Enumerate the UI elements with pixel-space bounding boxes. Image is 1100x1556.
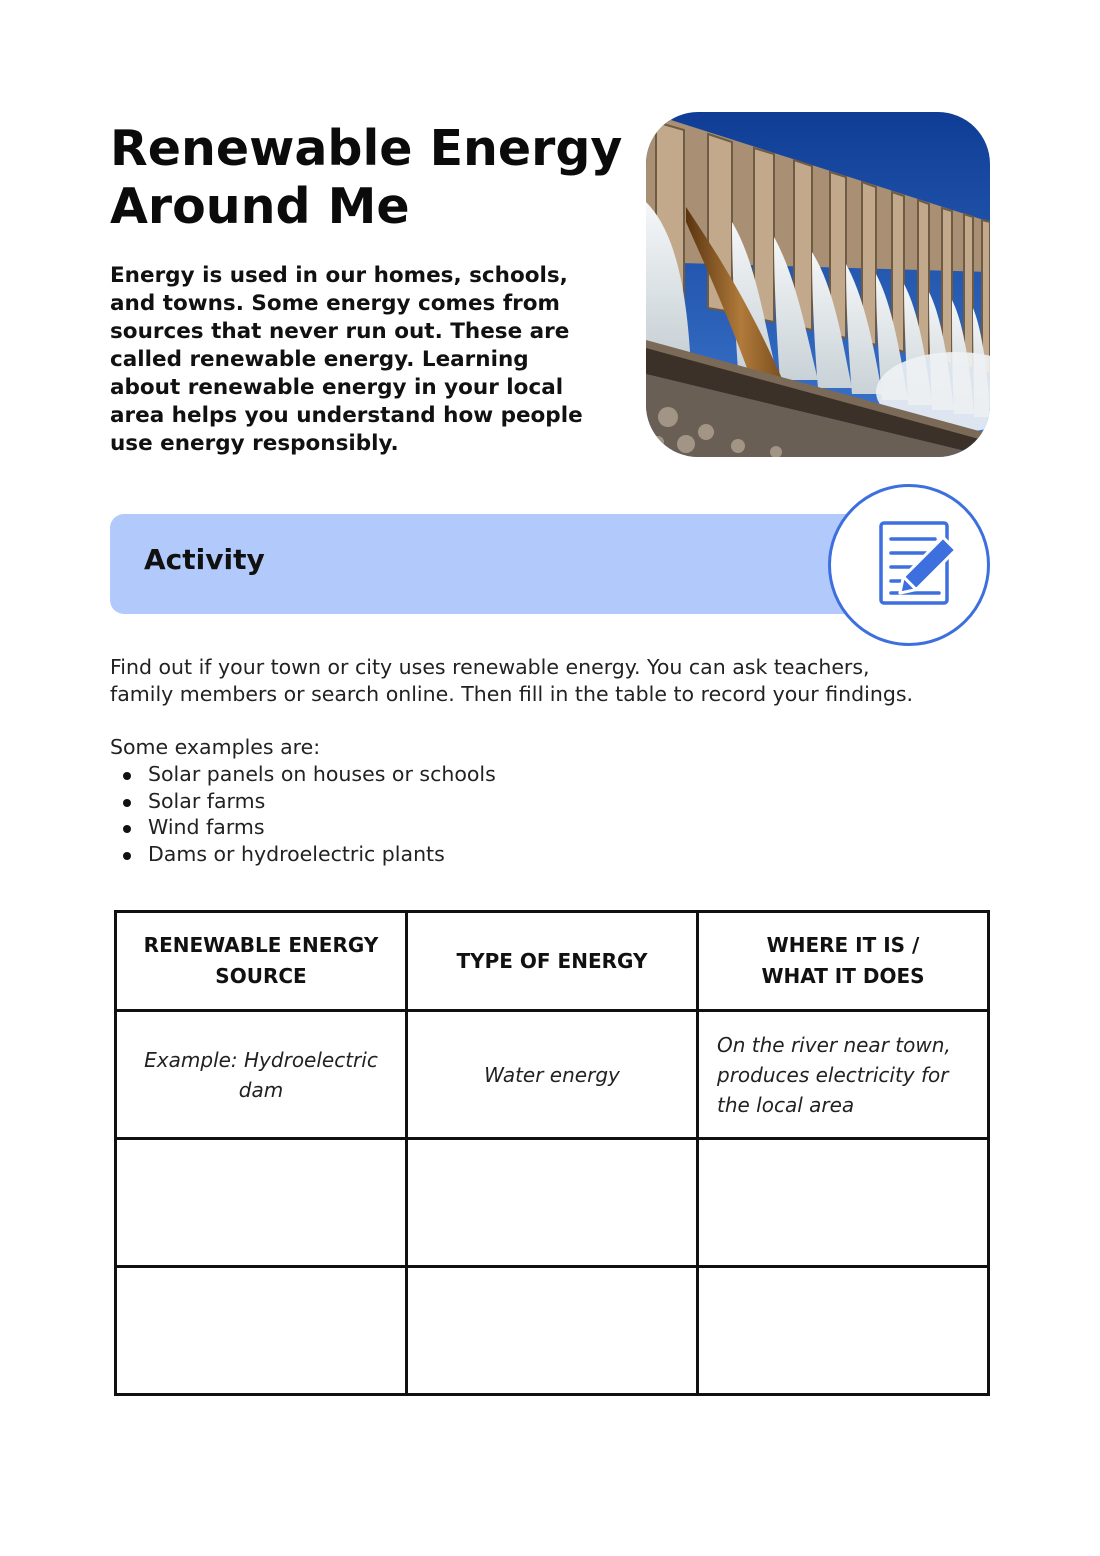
table-header-row: [116, 912, 989, 1011]
header-source-line-2: SOURCE: [215, 964, 307, 988]
examples-list: [110, 761, 496, 867]
header-where-line-2: WHAT IT DOES: [761, 964, 925, 988]
header-source: [116, 912, 407, 1011]
empty-cell[interactable]: [407, 1139, 698, 1267]
empty-cell[interactable]: [116, 1139, 407, 1267]
list-item: Dams or hydroelectric plants: [110, 841, 496, 868]
example-type-text: Water energy: [484, 1062, 620, 1087]
list-item: Solar farms: [110, 788, 496, 815]
document-pencil-icon: [831, 487, 987, 643]
header-type: [407, 912, 698, 1011]
findings-table: [114, 910, 990, 1396]
activity-heading: Activity: [144, 543, 265, 576]
title-line-2: Around Me: [110, 178, 410, 235]
example-where-cell: [698, 1011, 989, 1139]
page-title: [110, 120, 630, 236]
activity-instructions: [110, 654, 970, 708]
instructions-line-1: Find out if your town or city uses renewable energy. You can ask teachers,: [110, 655, 870, 679]
hydroelectric-dam-photo: [646, 112, 990, 457]
table-row: [116, 1139, 989, 1267]
table-row: [116, 1267, 989, 1395]
empty-cell[interactable]: [116, 1267, 407, 1395]
header-source-line-1: RENEWABLE ENERGY: [143, 933, 379, 957]
empty-cell[interactable]: [407, 1267, 698, 1395]
list-item: Solar panels on houses or schools: [110, 761, 496, 788]
intro-paragraph: Energy is used in our homes, schools, and towns. Some energy comes from sources that never run out. These are called renewable energy. Learning about renewable energy in your local area helps you understand how people use energy responsibly.: [110, 263, 583, 456]
empty-cell[interactable]: [698, 1267, 989, 1395]
example-where-line-3: the local area: [717, 1092, 855, 1117]
example-source-line-2: dam: [238, 1077, 284, 1102]
empty-cell[interactable]: [698, 1139, 989, 1267]
example-type-cell: [407, 1011, 698, 1139]
activity-header: [110, 514, 910, 614]
list-item: Wind farms: [110, 814, 496, 841]
example-source-cell: [116, 1011, 407, 1139]
header-where-line-1: WHERE IT IS /: [766, 933, 920, 957]
title-line-1: Renewable Energy: [110, 120, 623, 177]
header-type-line-1: TYPE OF ENERGY: [456, 948, 648, 973]
instructions-line-2: family members or search online. Then fill in the table to record your findings.: [110, 682, 914, 706]
header-where: [698, 912, 989, 1011]
example-where-line-2: produces electricity for: [717, 1062, 949, 1087]
activity-badge: [828, 484, 990, 646]
table-row: [116, 1011, 989, 1139]
examples-intro: Some examples are:: [110, 735, 321, 759]
example-where-line-1: On the river near town,: [717, 1032, 951, 1057]
example-source-line-1: Example: Hydroelectric: [144, 1047, 378, 1072]
